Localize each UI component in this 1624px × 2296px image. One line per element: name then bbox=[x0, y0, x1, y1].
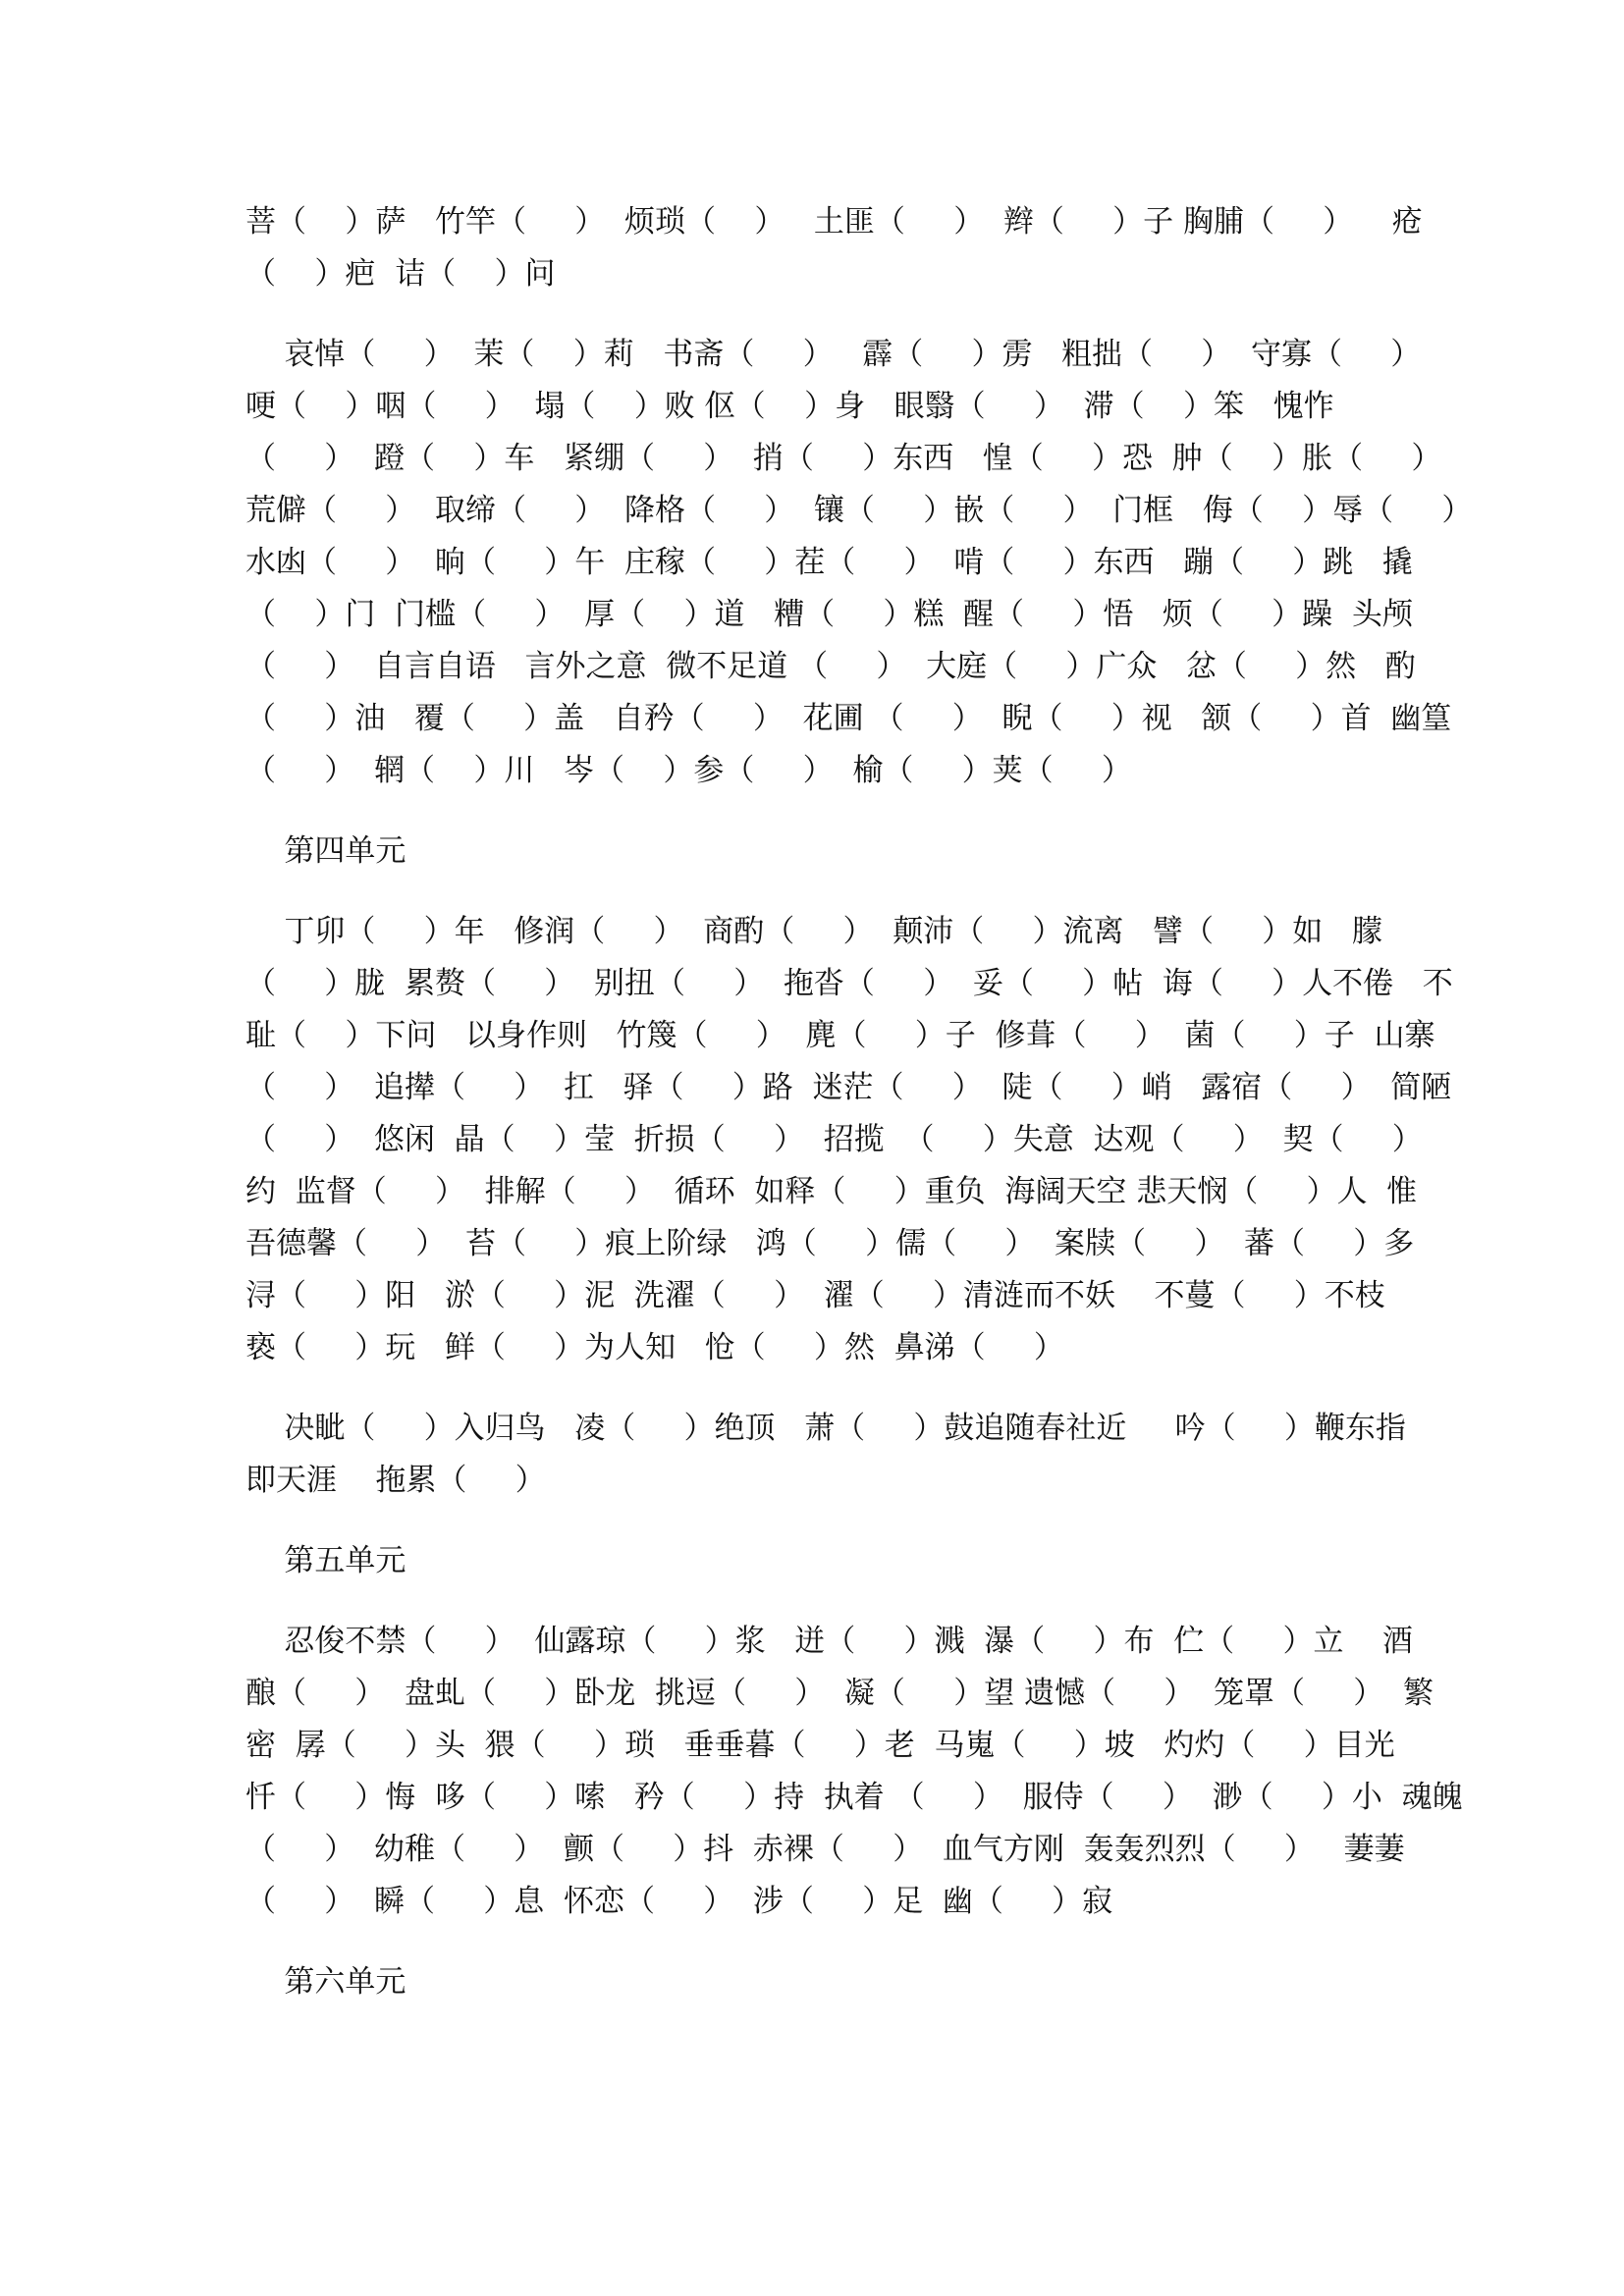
blank-line bbox=[245, 300, 1388, 329]
blank-line bbox=[245, 1374, 1388, 1403]
text-line: 耻（ ）下问 以身作则 竹篾（ ） 麂（ ）子 修葺（ ） 菌（ ）子 山寨 bbox=[245, 1018, 1435, 1053]
text-line: （ ） 幼稚（ ） 颤（ ）抖 赤裸（ ） 血气方刚 轰轰烈烈（ ） 萋萋 bbox=[245, 1832, 1405, 1867]
text-line: 浔（ ）阳 淤（ ）泥 洗濯（ ） 濯（ ）清涟而不妖 不蔓（ ）不枝 bbox=[245, 1278, 1385, 1313]
text-line: （ ）疤 诘（ ）问 bbox=[245, 256, 556, 292]
text-line: 丁卯（ ）年 修润（ ） 商酌（ ） 颠沛（ ）流离 譬（ ）如 朦 bbox=[245, 914, 1382, 949]
text-line: （ ） 悠闲 晶（ ）莹 折损（ ） 招揽 （ ）失意 达观（ ） 契（ ） bbox=[245, 1122, 1423, 1157]
text-line: （ ） 追撵（ ） 扛 驿（ ）路 迷茫（ ） 陡（ ）峭 露宿（ ） 简陋 bbox=[245, 1070, 1452, 1105]
text-line: 哀悼（ ） 茉（ ）莉 书斋（ ） 霹（ ）雳 粗拙（ ） 守寡（ ） bbox=[245, 337, 1422, 372]
text-line: 水凼（ ） 晌（ ）午 庄稼（ ）茬（ ） 啃（ ）东西 蹦（ ）跳 撬 bbox=[245, 545, 1413, 580]
blank-line bbox=[245, 878, 1388, 906]
text-line: （ ） 瞬（ ）息 怀恋（ ） 涉（ ）足 幽（ ）寂 bbox=[245, 1884, 1113, 1919]
text-line: （ ） 自言自语 言外之意 微不足道 （ ） 大庭（ ）广众 忿（ ）然 酌 bbox=[245, 649, 1416, 684]
blank-line bbox=[245, 1928, 1388, 1956]
text-line: 吾德馨（ ） 苔（ ）痕上阶绿 鸿（ ）儒（ ） 案牍（ ） 蕃（ ）多 bbox=[245, 1226, 1415, 1261]
text-line: 约 监督（ ） 排解（ ） 循环 如释（ ）重负 海阔天空 悲天悯（ ）人 惟 bbox=[245, 1174, 1418, 1209]
section-heading: 第五单元 bbox=[245, 1543, 406, 1578]
text-line: （ ）胧 累赘（ ） 别扭（ ） 拖沓（ ） 妥（ ）帖 诲（ ）人不倦 不 bbox=[245, 966, 1453, 1001]
blank-line bbox=[245, 797, 1388, 826]
text-line: 亵（ ）玩 鲜（ ）为人知 怆（ ）然 鼻涕（ ） bbox=[245, 1330, 1064, 1365]
text-line: 密 孱（ ）头 猥（ ）琐 垂垂暮（ ）老 马嵬（ ）坡 灼灼（ ）目光 bbox=[245, 1728, 1395, 1763]
text-line: 荒僻（ ） 取缔（ ） 降格（ ） 镶（ ）嵌（ ） 门框 侮（ ）辱（ ） bbox=[245, 493, 1473, 528]
text-line: 哽（ ）咽（ ） 塌（ ）败 伛（ ）身 眼翳（ ） 滞（ ）笨 愧怍 bbox=[245, 389, 1334, 424]
text-line: 即天涯 拖累（ ） bbox=[245, 1463, 546, 1498]
section-heading: 第六单元 bbox=[245, 1964, 406, 2000]
text-line: 决眦（ ）入归鸟 凌（ ）绝顶 萧（ ）鼓追随春社近 吟（ ）鞭东指 bbox=[245, 1411, 1406, 1446]
text-line: （ ）门 门槛（ ） 厚（ ）道 糟（ ）糕 醒（ ）悟 烦（ ）躁 头颅 bbox=[245, 597, 1413, 632]
section-heading: 第四单元 bbox=[245, 833, 406, 869]
text-line: 忏（ ）悔 哆（ ）嗦 矜（ ）持 执着 （ ） 服侍（ ） 渺（ ）小 魂魄 bbox=[245, 1780, 1463, 1815]
text-line: （ ）油 覆（ ）盖 自矜（ ） 花圃 （ ） 睨（ ）视 颔（ ）首 幽篁 bbox=[245, 701, 1452, 736]
text-line: 酿（ ） 盘虬（ ）卧龙 挑逗（ ） 凝（ ）望 遗憾（ ） 笼罩（ ） 繁 bbox=[245, 1676, 1435, 1711]
text-line: （ ） 辋（ ）川 岑（ ）参（ ） 榆（ ）荚（ ） bbox=[245, 753, 1132, 788]
text-line: （ ） 蹬（ ）车 紧绷（ ） 捎（ ）东西 惶（ ）恐 肿（ ）胀（ ） bbox=[245, 441, 1442, 476]
blank-line bbox=[245, 1587, 1388, 1616]
text-line: 忍俊不禁（ ） 仙露琼（ ）浆 迸（ ）溅 瀑（ ）布 伫（ ）立 酒 bbox=[245, 1624, 1413, 1659]
text-line: 菩（ ）萨 竹竿（ ） 烦琐（ ） 土匪（ ） 辫（ ）子 胸脯（ ） 疮 bbox=[245, 204, 1423, 240]
blank-line bbox=[245, 1507, 1388, 1535]
